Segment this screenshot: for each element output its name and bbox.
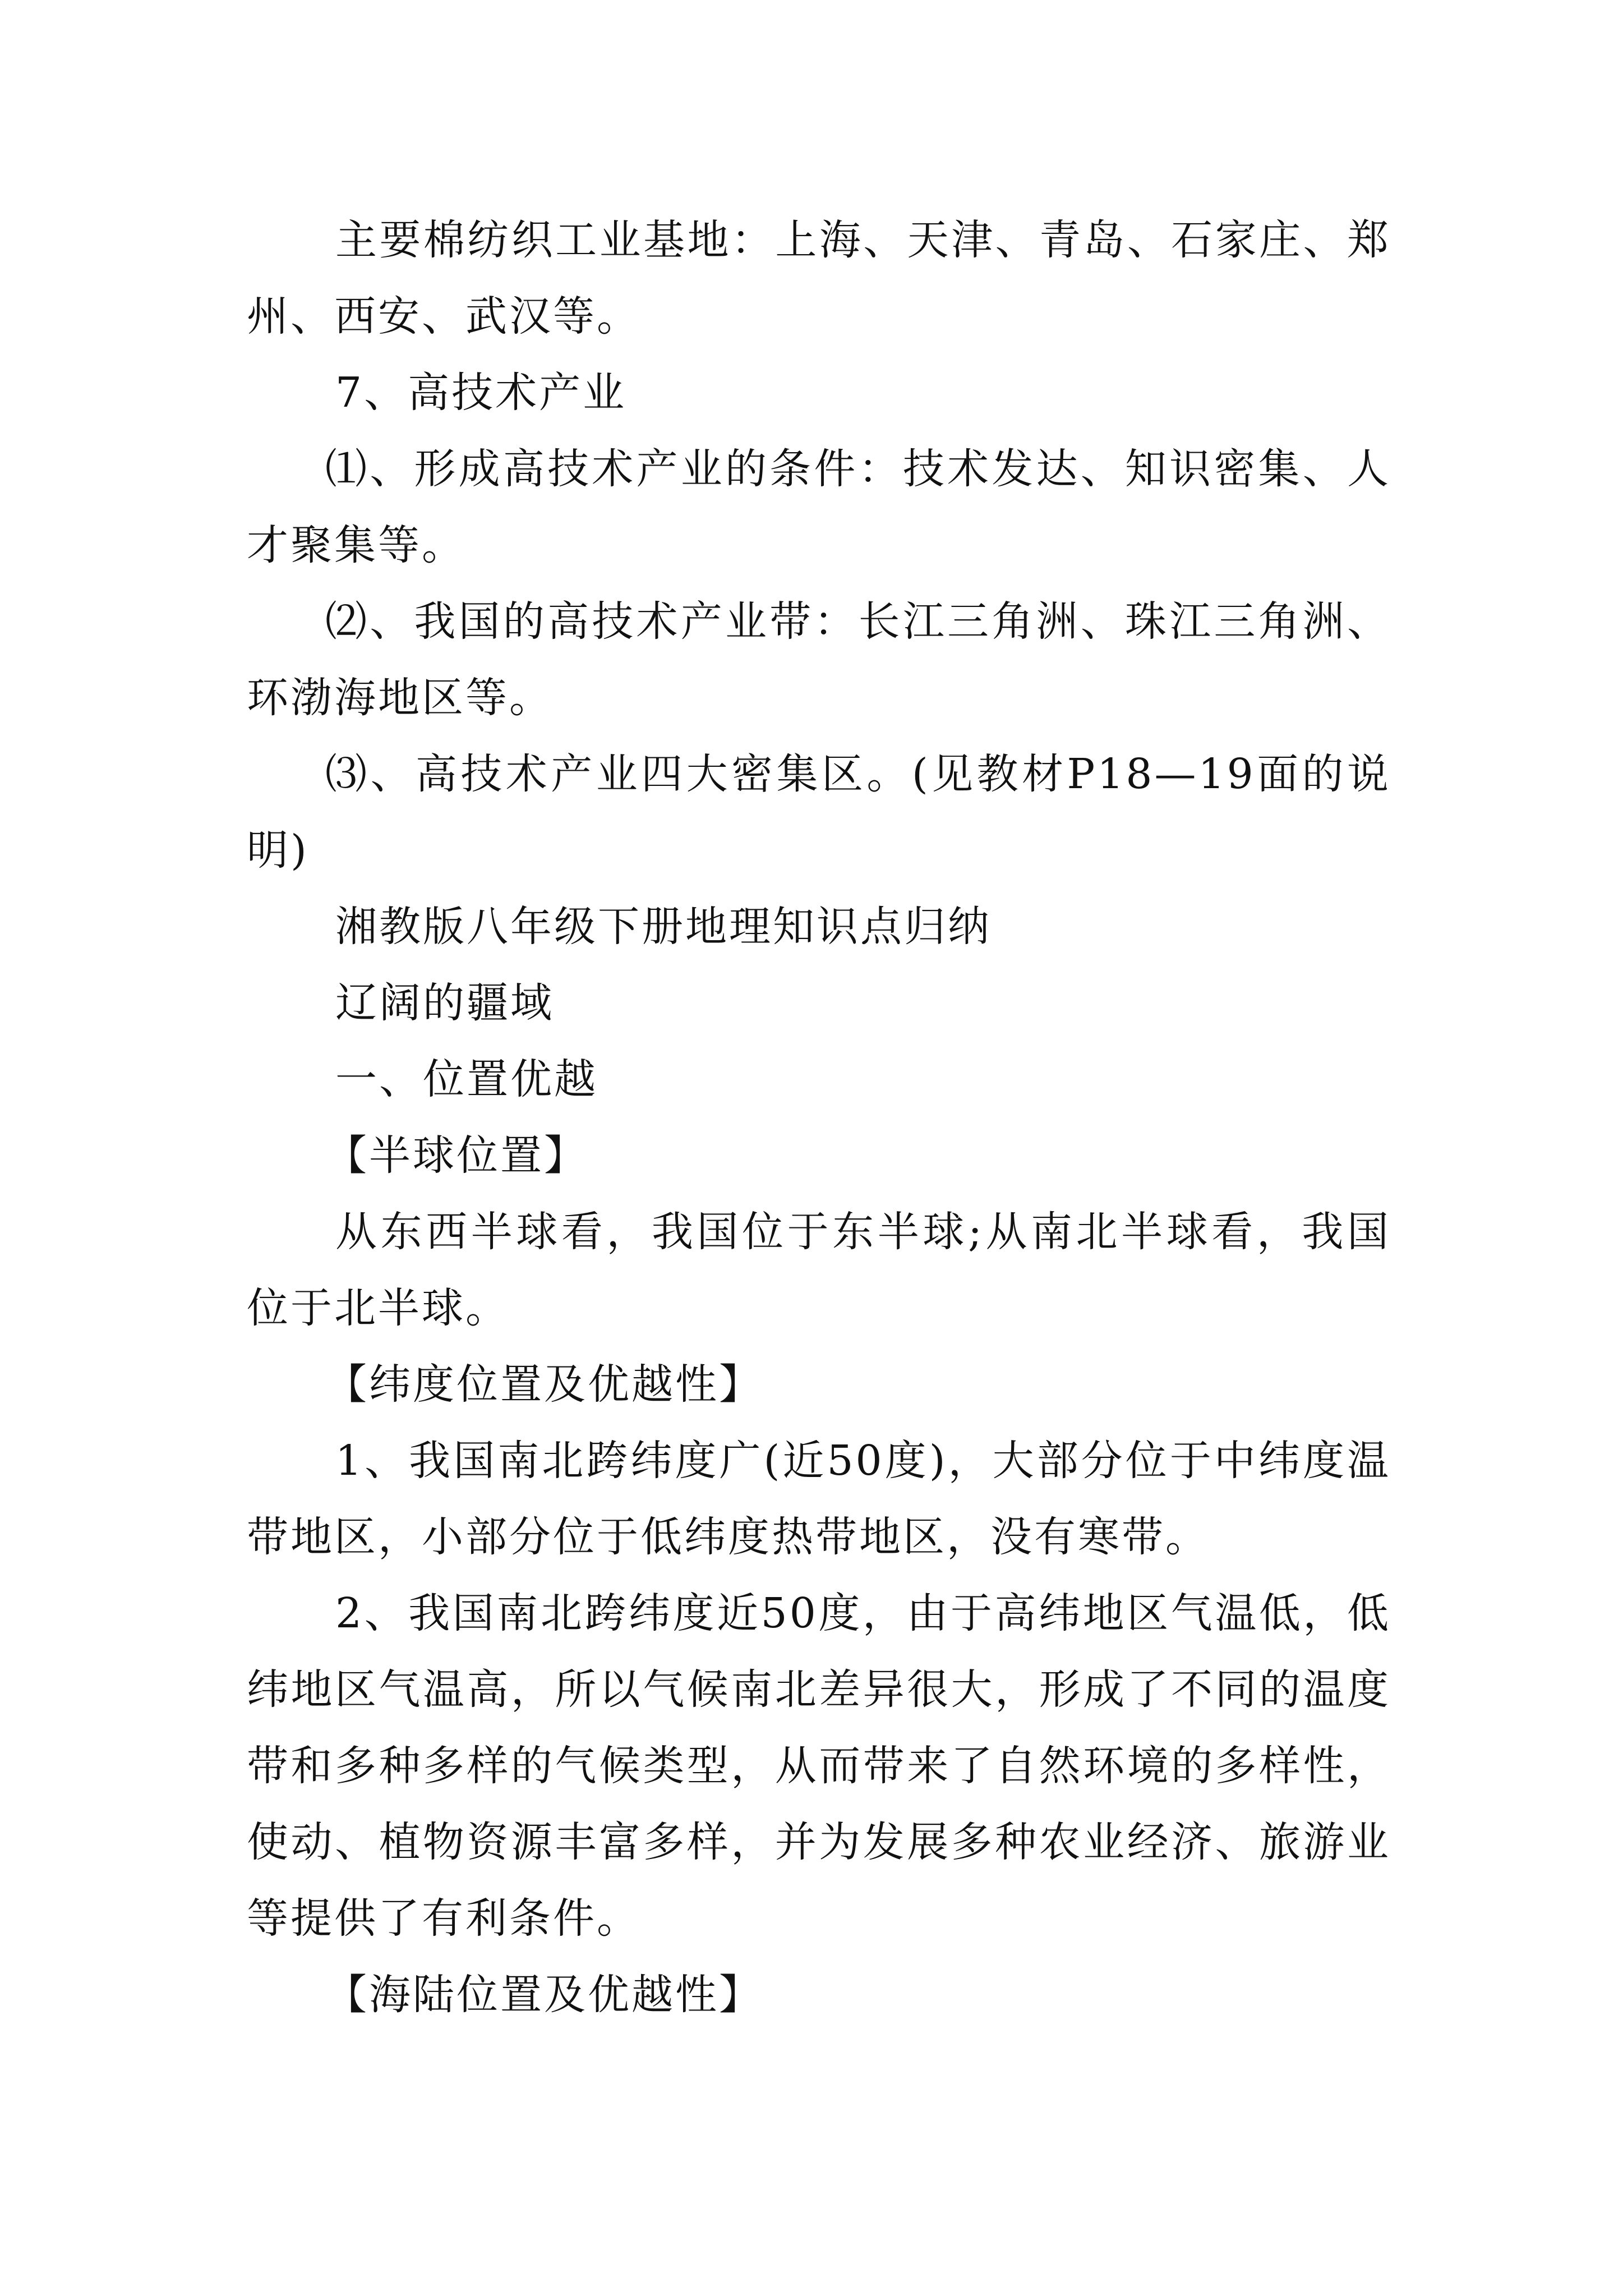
- heading-latitude-location: 【纬度位置及优越性】: [325, 1360, 763, 1409]
- paragraph-cotton-textile-bases: 主要棉纺织工业基地：上海、天津、青岛、石家庄、郑州、西安、武汉等。: [247, 216, 1391, 341]
- paragraph-latitude-range: 1、我国南北跨纬度广(近50度)，大部分位于中纬度温带地区，小部分位于低纬度热带地区，没有寒带。: [247, 1437, 1391, 1561]
- section-title-territory: 辽阔的疆域: [335, 979, 554, 1027]
- section-title-textbook: 湘教版八年级下册地理知识点归纳: [335, 903, 992, 951]
- heading-high-tech-industry: 7、高技术产业: [335, 369, 627, 417]
- paragraph-high-tech-clusters: ⑶、高技术产业四大密集区。(见教材P18—19面的说明): [247, 750, 1391, 875]
- heading-sea-land-location: 【海陆位置及优越性】: [325, 1971, 763, 2019]
- paragraph-hemisphere-location: 从东西半球看，我国位于东半球;从南北半球看，我国位于北半球。: [247, 1208, 1391, 1332]
- paragraph-high-tech-conditions: ⑴、形成高技术产业的条件：技术发达、知识密集、人才聚集等。: [247, 445, 1391, 569]
- document-body: [247, 202, 1391, 2033]
- heading-hemisphere-location: 【半球位置】: [325, 1131, 588, 1180]
- heading-location-advantages: 一、位置优越: [335, 1055, 598, 1103]
- paragraph-latitude-advantages: 2、我国南北跨纬度近50度，由于高纬地区气温低，低纬地区气温高，所以气候南北差异很大，形成了不同的温度带和多种多样的气候类型，从而带来了自然环境的多样性，使动、植物资源丰富多样，并为发展多种农业经济、旅游业等提供了有利条件。: [247, 1589, 1391, 1943]
- paragraph-high-tech-belts: ⑵、我国的高技术产业带：长江三角洲、珠江三角洲、环渤海地区等。: [247, 597, 1391, 722]
